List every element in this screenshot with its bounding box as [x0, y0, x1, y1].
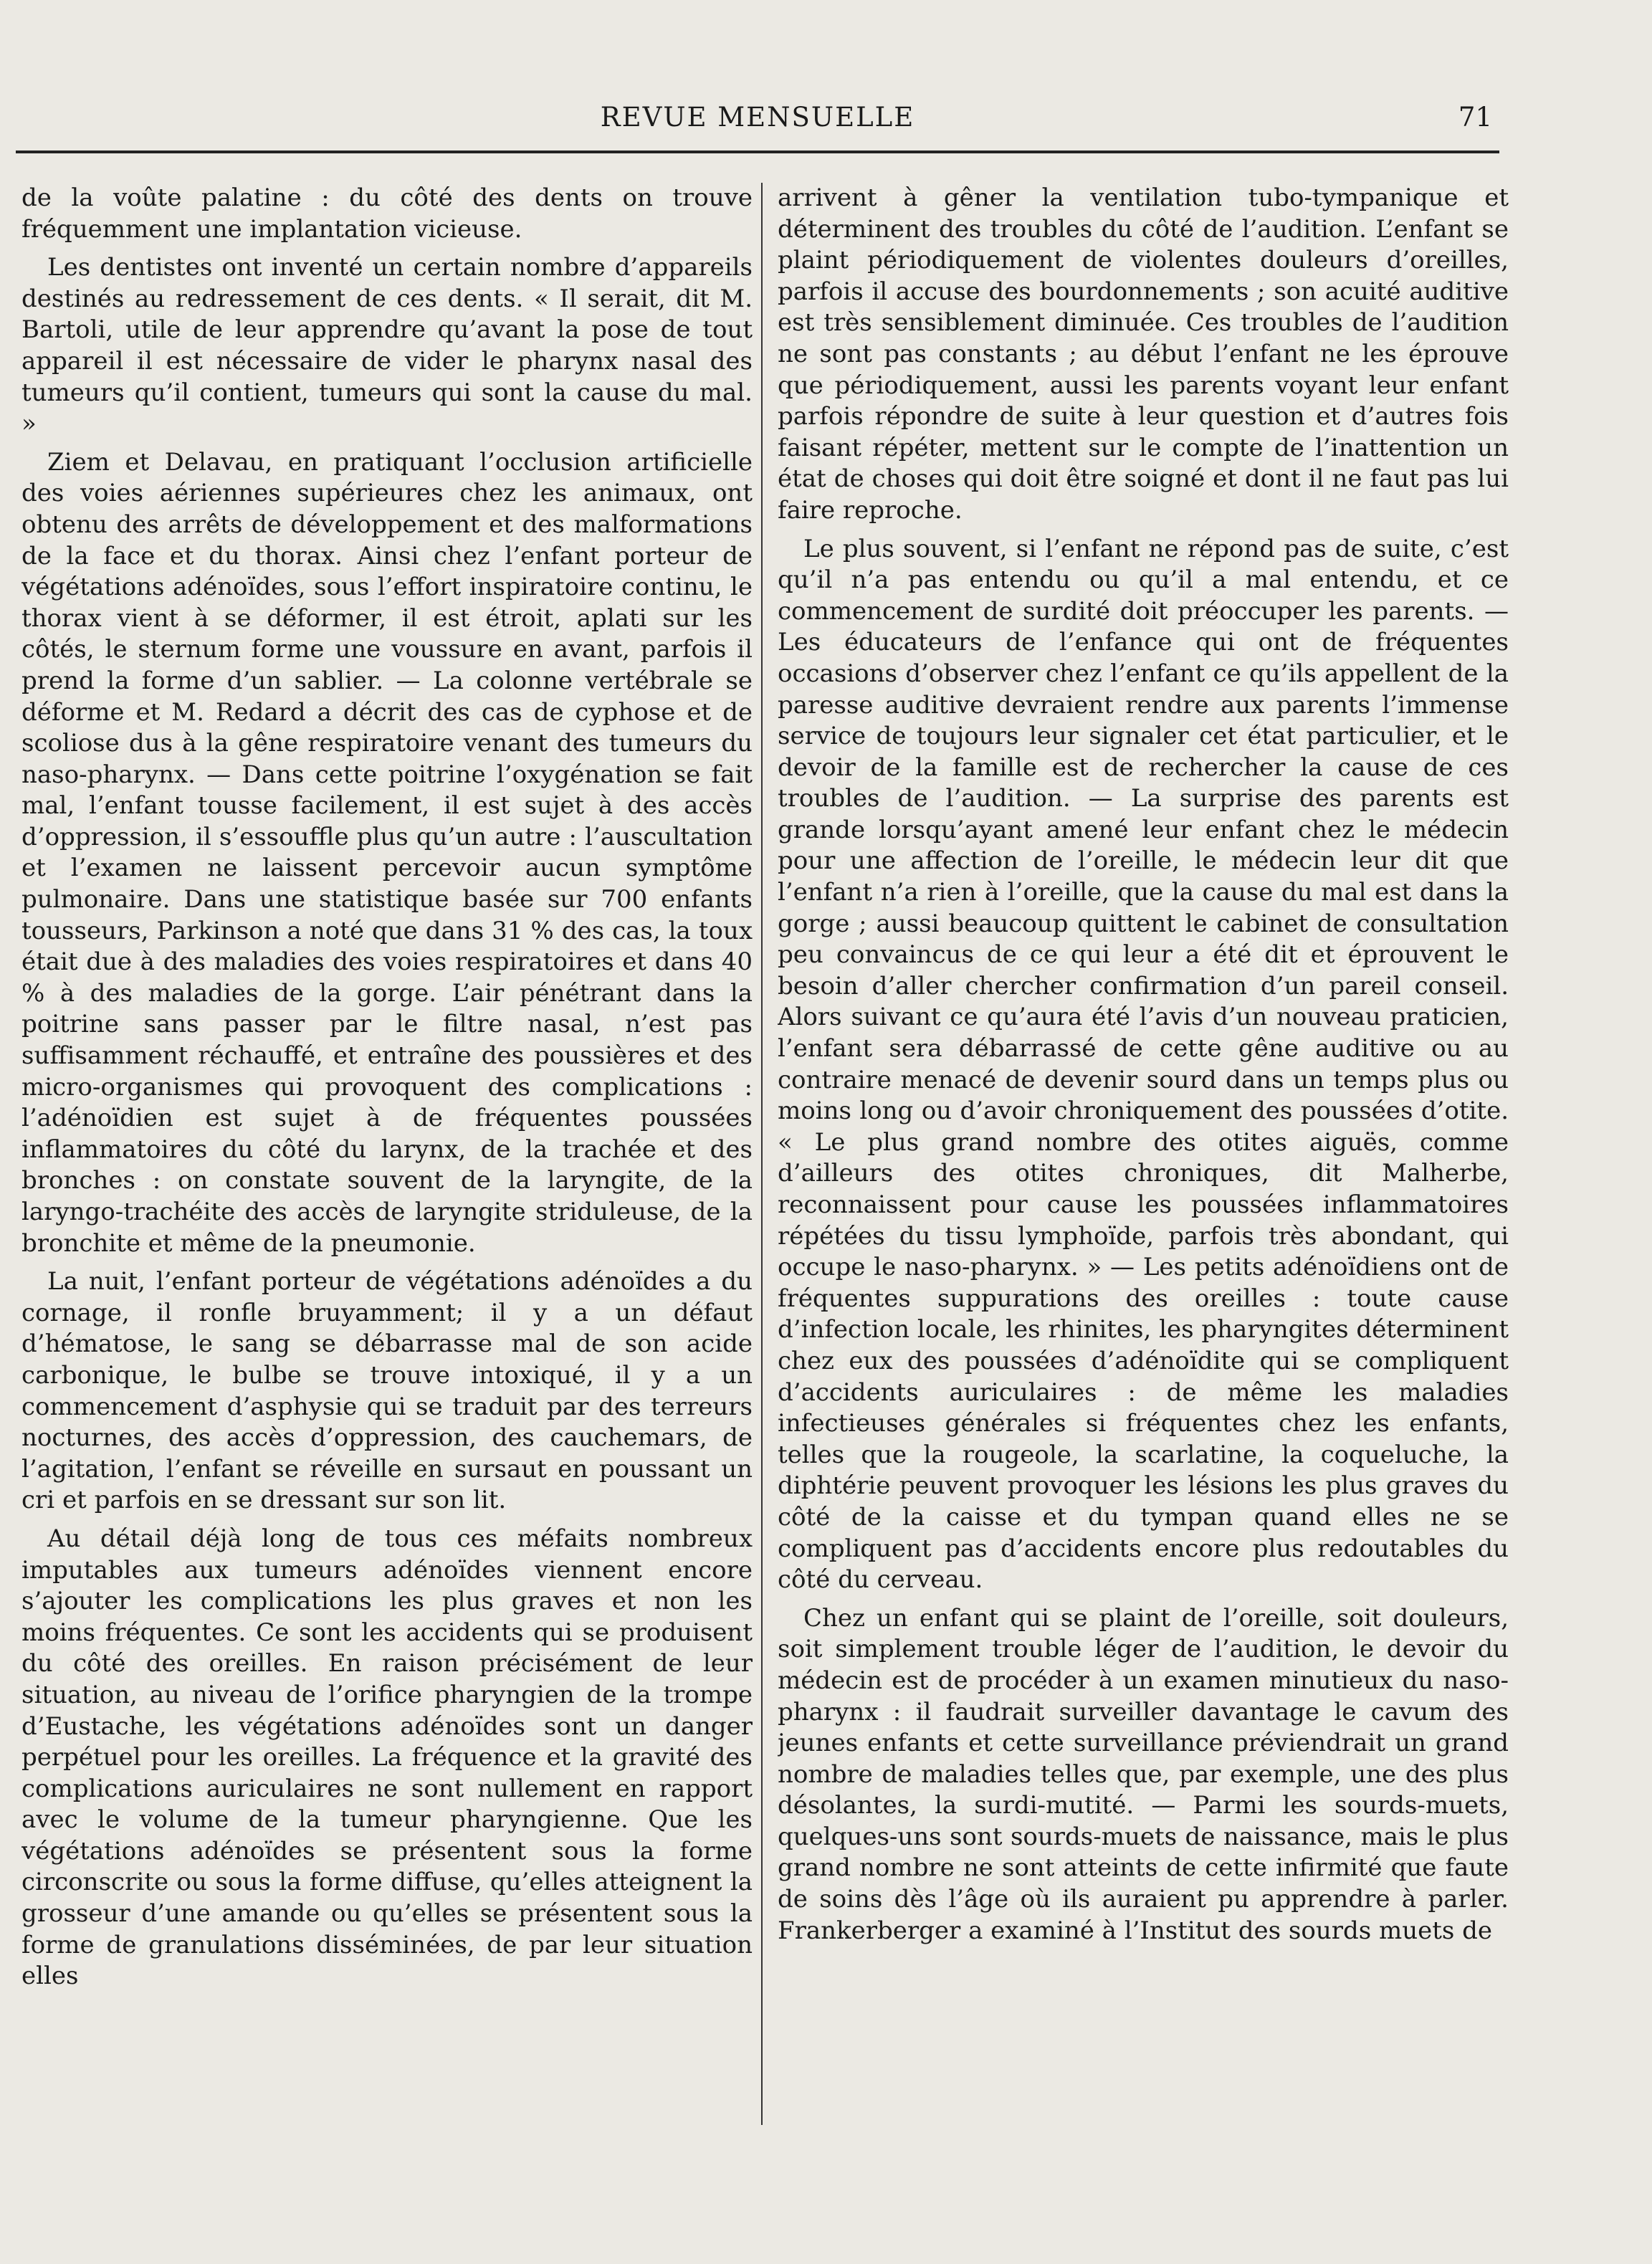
paragraph: de la voûte palatine : du côté des dents on trouve fréquemment une implantation vicieuse. [22, 183, 753, 244]
page-number: 71 [1458, 102, 1492, 133]
paragraph: La nuit, l’enfant porteur de végétations adénoïdes a du cornage, il ronfle bruyamment; il y a un défaut d’hématose, le sang se débarrasse mal de son acide carbonique, le bulbe se trouve intoxiqué, il y a un commencement d’asphysie qui se traduit par des terreurs nocturnes, des accès d’oppression, des cauchemars, de l’agitation, l’enfant se réveille en sursaut en poussant un cri et parfois en se dressant sur son lit. [22, 1267, 753, 1515]
paragraph: Ziem et Delavau, en pratiquant l’occlusion artificielle des voies aériennes supérieures chez les animaux, ont obtenu des arrêts de développement et des malformations de la face et du thorax. Ainsi chez l’enfant porteur de végétations adénoïdes, sous l’effort inspiratoire continu, le thorax vient à se déformer, il est étroit, aplati sur les côtés, le sternum forme une voussure en avant, parfois il prend la forme d’un sablier. — La colonne vertébrale se déforme et M. Redard a décrit des cas de cyphose et de scoliose dus à la gêne respiratoire venant des tumeurs du naso-pharynx. — Dans cette poitrine l’oxygénation se fait mal, l’enfant tousse facilement, il est sujet à des accès d’oppression, il s’essouffle plus qu’un autre : l’auscultation et l’examen ne laissent percevoir aucun symptôme pulmonaire. Dans une statistique basée sur 700 enfants tousseurs, Parkinson a noté que dans 31 % des cas, la toux était due à des maladies des voies respiratoires et dans 40 % à des maladies de la gorge. L’air pénétrant dans la poitrine sans passer par le filtre nasal, n’est pas suffisamment réchauffé, et entraîne des poussières et des micro-organismes qui provoquent des complications : l’adénoïdien est sujet à de fréquentes poussées inflammatoires du côté du larynx, de la trachée et des bronches : on constate souvent de la laryngite, de la laryngo-trachéite des accès de laryngite striduleuse, de la bronchite et même de la pneumonie. [22, 447, 753, 1258]
page-header [16, 102, 1499, 142]
header-rule [16, 151, 1499, 153]
running-title: REVUE MENSUELLE [600, 102, 915, 133]
paragraph: arrivent à gêner la ventilation tubo-tympanique et déterminent des troubles du côté de l’audition. L’enfant se plaint périodiquement de violentes douleurs d’oreilles, parfois il accuse des bourdonnements ; son acuité auditive est très sensiblement diminuée. Ces troubles de l’audition ne sont pas constants ; au début l’enfant ne les éprouve que périodiquement, aussi les parents voyant leur enfant parfois répondre de suite à leur question et d’autres fois faisant répéter, mettent sur le compte de l’inattention un état de choses qui doit être soigné et dont il ne faut pas lui faire reproche. [778, 183, 1509, 525]
paragraph: Le plus souvent, si l’enfant ne répond pas de suite, c’est qu’il n’a pas entendu ou qu’il a mal entendu, et ce commencement de surdité doit préoccuper les parents. — Les éducateurs de l’enfance qui ont de fréquentes occasions d’observer chez l’enfant ce qu’ils appellent de la paresse auditive devraient rendre aux parents l’immense service de toujours leur signaler cet état particulier, et le devoir de la famille est de rechercher la cause de ces troubles de l’audition. — La surprise des parents est grande lorsqu’ayant amené leur enfant chez le médecin pour une affection de l’oreille, le médecin leur dit que l’enfant n’a rien à l’oreille, que la cause du mal est dans la gorge ; aussi beaucoup quittent le cabinet de consultation peu convaincus de ce qui leur a été dit et éprouvent le besoin d’aller chercher confirmation d’un pareil conseil. Alors suivant ce qu’aura été l’avis d’un nouveau praticien, l’enfant sera débarrassé de cette gêne auditive ou au contraire menacé de devenir sourd dans un temps plus ou moins long ou d’avoir chroniquement des poussées d’otite. « Le plus grand nombre des otites aiguës, comme d’ailleurs des otites chroniques, dit Malherbe, reconnaissent pour cause les poussées inflammatoires répétées du tissu lymphoïde, parfois très abondant, qui occupe le naso-pharynx. » — Les petits adénoïdiens ont de fréquentes suppurations des oreilles : toute cause d’infection locale, les rhinites, les pharyngites déterminent chez eux des poussées d’adénoïdite qui se compliquent d’accidents auriculaires : de même les maladies infectieuses générales si fréquentes chez les enfants, telles que la rougeole, la scarlatine, la coqueluche, la diphtérie peuvent provoquer les lésions les plus graves du côté de la caisse et du tympan quand elles ne se compliquent pas d’accidents encore plus redoutables du côté du cerveau. [778, 534, 1509, 1595]
paragraph: Les dentistes ont inventé un certain nombre d’appareils destinés au redressement de ces dents. « Il serait, dit M. Bartoli, utile de leur apprendre qu’avant la pose de tout appareil il est nécessaire de vider le pharynx nasal des tumeurs qu’il contient, tumeurs qui sont la cause du mal. » [22, 253, 753, 439]
right-column [778, 183, 1509, 2118]
paragraph: Chez un enfant qui se plaint de l’oreille, soit douleurs, soit simplement trouble léger de l’audition, le devoir du médecin est de procéder à un examen minutieux du naso-pharynx : il faudrait surveiller davantage le cavum des jeunes enfants et cette surveillance préviendrait un grand nombre de maladies telles que, par exemple, une des plus désolantes, la surdi-mutité. — Parmi les sourds-muets, quelques-uns sont sourds-muets de naissance, mais le plus grand nombre ne sont atteints de cette infirmité que faute de soins dès l’âge où ils auraient pu apprendre à parler. Frankerberger a examiné à l’Institut des sourds muets de [778, 1603, 1509, 1945]
column-divider [761, 183, 763, 2125]
left-column [22, 183, 753, 2118]
paragraph: Au détail déjà long de tous ces méfaits nombreux imputables aux tumeurs adénoïdes viennent encore s’ajouter les complications les plus graves et non les moins fréquentes. Ce sont les accidents qui se produisent du côté des oreilles. En raison précisément de leur situation, au niveau de l’orifice pharyngien de la trompe d’Eustache, les végétations adénoïdes sont un danger perpétuel pour les oreilles. La fréquence et la gravité des complications auriculaires ne sont nullement en rapport avec le volume de la tumeur pharyngienne. Que les végétations adénoïdes se présentent sous la forme circonscrite ou sous la forme diffuse, qu’elles atteignent la grosseur d’une amande ou qu’elles se présentent sous la forme de granulations disséminées, de par leur situation elles [22, 1524, 753, 1991]
